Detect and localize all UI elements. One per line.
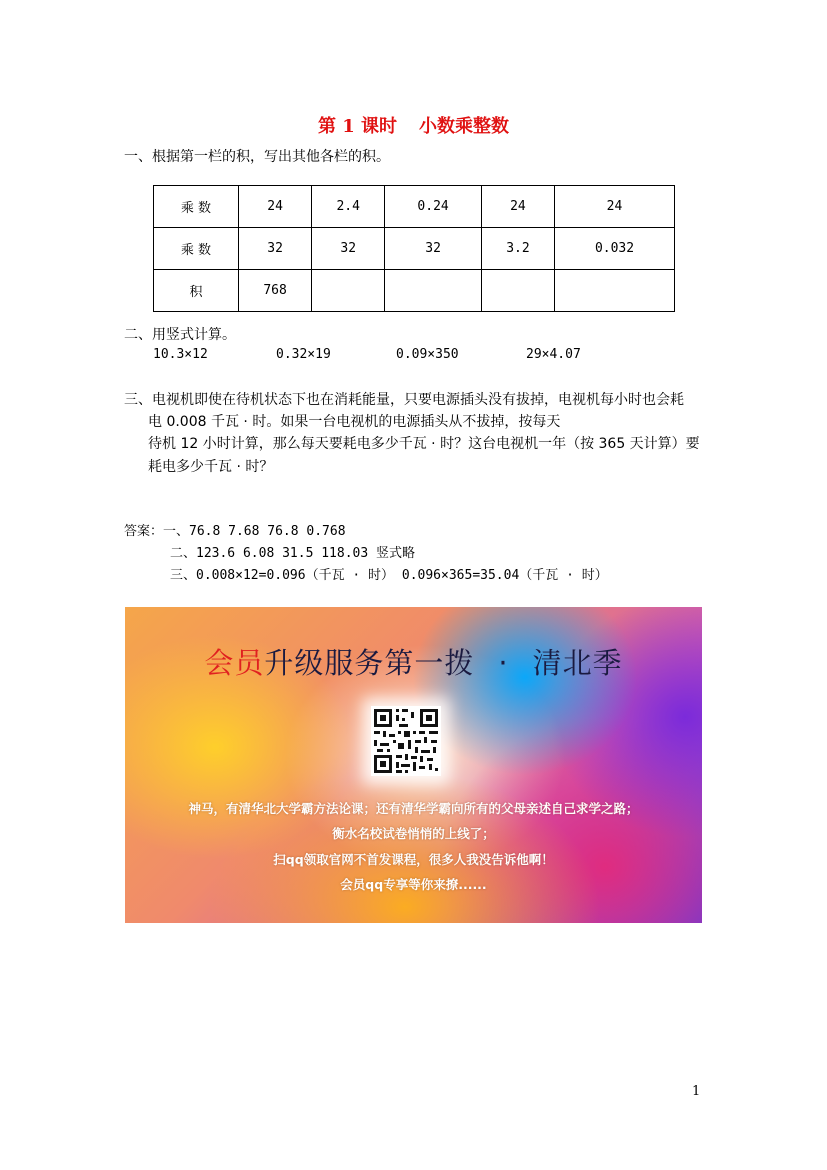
answer-line: 二、123.6 6.08 31.5 118.03 竖式略	[170, 546, 416, 561]
table-cell: 768	[239, 270, 312, 312]
table-cell	[555, 270, 675, 312]
calc-item: 0.09×350	[396, 347, 459, 362]
calc-item: 0.32×19	[276, 347, 331, 362]
calc-item: 29×4.07	[526, 347, 581, 362]
table-cell: 32	[312, 228, 385, 270]
promo-banner[interactable]	[125, 607, 702, 923]
table-cell: 32	[385, 228, 482, 270]
banner-title-dot: ·	[498, 646, 509, 680]
table-cell	[481, 270, 554, 312]
banner-text: 会员qq专享等你来撩......	[340, 877, 487, 892]
q3-line: 电 0.008 千瓦 · 时。如果一台电视机的电源插头从不拔掉，按每天	[148, 414, 561, 430]
table-cell: 24	[481, 186, 554, 228]
table-cell: 0.032	[555, 228, 675, 270]
table-row	[154, 186, 675, 228]
row-label: 积	[154, 270, 239, 312]
qr-code-icon[interactable]	[371, 706, 441, 776]
row-label: 乘 数	[154, 228, 239, 270]
row-label: 乘 数	[154, 186, 239, 228]
q2-prompt: 二、用竖式计算。	[124, 327, 236, 343]
q3-line: 三、电视机即使在待机状态下也在消耗能量，只要电源插头没有拔掉，电视机每小时也会耗	[124, 392, 684, 408]
q1-prompt: 一、根据第一栏的积，写出其他各栏的积。	[124, 149, 390, 165]
banner-brand: 清北季	[532, 646, 623, 680]
answer-line: 答案：一、76.8 7.68 76.8 0.768	[124, 524, 346, 539]
banner-text: 扫qq领取官网不首发课程，很多人我没告诉他啊！	[273, 852, 554, 867]
banner-title	[125, 641, 702, 682]
banner-title-main: 升级服务第一拨	[264, 646, 475, 680]
lesson-topic: 小数乘整数	[419, 116, 510, 137]
lesson-label: 第 1 课时	[317, 116, 398, 137]
banner-title-highlight: 会员	[204, 646, 265, 680]
q3-line: 耗电多少千瓦 · 时？	[148, 459, 274, 475]
page-number: 1	[692, 1084, 701, 1099]
product-table	[153, 185, 675, 312]
table-row	[154, 270, 675, 312]
banner-text: 衡水名校试卷悄悄的上线了；	[332, 826, 495, 841]
calc-item: 10.3×12	[153, 347, 208, 362]
answer-line: 三、0.008×12=0.096（千瓦 · 时） 0.096×365=35.04（千瓦 · 时）	[170, 568, 608, 583]
table-cell: 2.4	[312, 186, 385, 228]
table-cell: 0.24	[385, 186, 482, 228]
table-cell	[385, 270, 482, 312]
table-cell	[312, 270, 385, 312]
table-cell: 3.2	[481, 228, 554, 270]
table-cell: 32	[239, 228, 312, 270]
banner-text: 神马，有清华北大学霸方法论课；还有清华学霸向所有的父母亲述自己求学之路；	[188, 801, 639, 816]
table-cell: 24	[239, 186, 312, 228]
q3-line: 待机 12 小时计算，那么每天要耗电多少千瓦 · 时？这台电视机一年（按 365 天计算）要	[148, 436, 700, 452]
table-row	[154, 228, 675, 270]
table-cell: 24	[555, 186, 675, 228]
page-title	[0, 112, 827, 138]
